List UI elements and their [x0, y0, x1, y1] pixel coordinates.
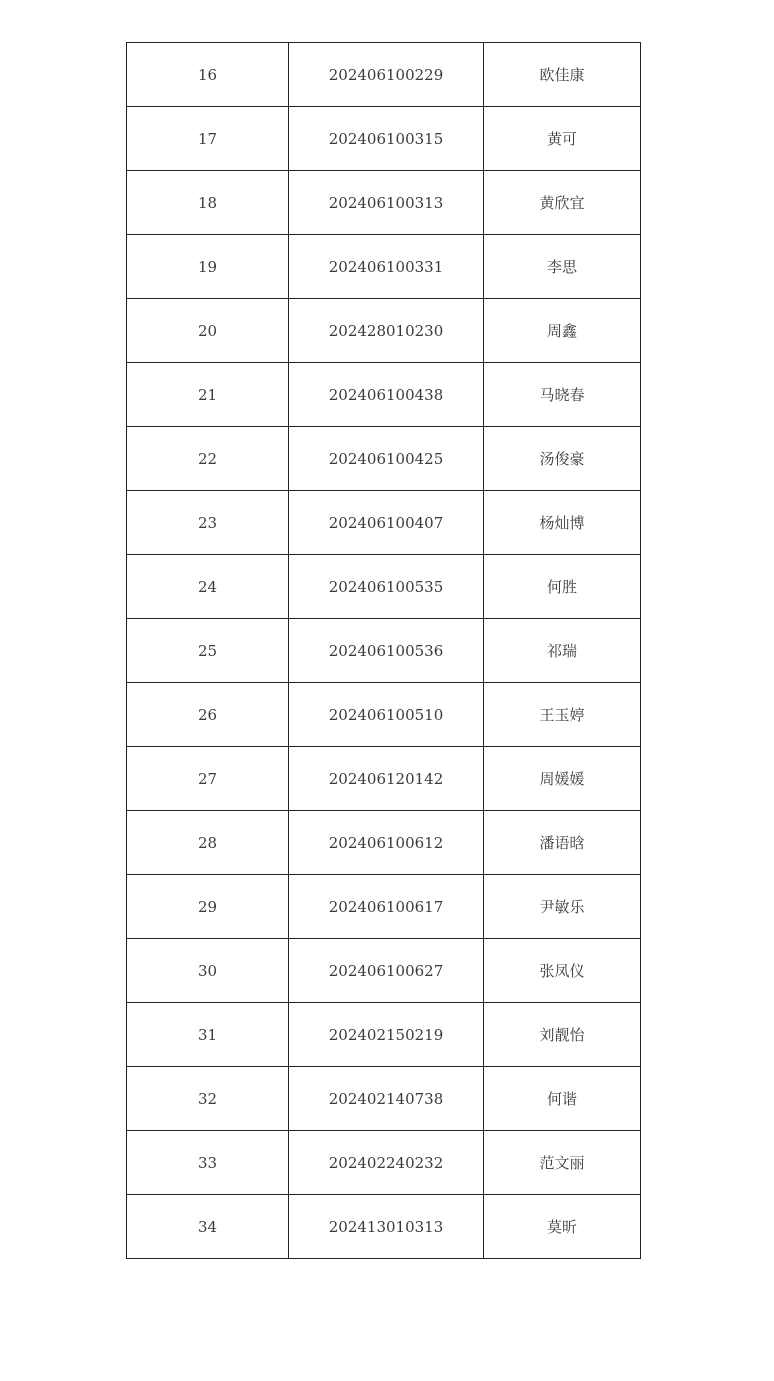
- student-name-cell: 周鑫: [484, 299, 641, 363]
- row-number-cell: 24: [127, 555, 289, 619]
- table-row: [127, 811, 641, 875]
- student-name-cell: 张凤仪: [484, 939, 641, 1003]
- table-row: [127, 1195, 641, 1259]
- table-row: [127, 747, 641, 811]
- table-row: [127, 299, 641, 363]
- row-number-cell: 17: [127, 107, 289, 171]
- row-number-cell: 18: [127, 171, 289, 235]
- student-id-cell: 202406100612: [289, 811, 484, 875]
- student-name-cell: 潘语晗: [484, 811, 641, 875]
- student-id-cell: 202406120142: [289, 747, 484, 811]
- row-number-cell: 19: [127, 235, 289, 299]
- student-name-cell: 杨灿博: [484, 491, 641, 555]
- student-id-cell: 202402140738: [289, 1067, 484, 1131]
- row-number-cell: 28: [127, 811, 289, 875]
- table-row: [127, 235, 641, 299]
- row-number-cell: 25: [127, 619, 289, 683]
- student-name-cell: 莫昕: [484, 1195, 641, 1259]
- row-number-cell: 30: [127, 939, 289, 1003]
- table-row: [127, 171, 641, 235]
- student-name-cell: 尹敏乐: [484, 875, 641, 939]
- student-id-cell: 202402240232: [289, 1131, 484, 1195]
- row-number-cell: 29: [127, 875, 289, 939]
- student-id-cell: 202406100536: [289, 619, 484, 683]
- table-row: [127, 1003, 641, 1067]
- student-name-cell: 黄欣宜: [484, 171, 641, 235]
- student-id-cell: 202406100407: [289, 491, 484, 555]
- student-id-cell: 202406100438: [289, 363, 484, 427]
- student-id-cell: 202406100535: [289, 555, 484, 619]
- student-name-cell: 王玉婷: [484, 683, 641, 747]
- roster-table-body: [127, 43, 641, 1259]
- student-id-cell: 202406100510: [289, 683, 484, 747]
- table-row: [127, 491, 641, 555]
- student-id-cell: 202406100331: [289, 235, 484, 299]
- table-row: [127, 1131, 641, 1195]
- row-number-cell: 23: [127, 491, 289, 555]
- row-number-cell: 16: [127, 43, 289, 107]
- student-id-cell: 202402150219: [289, 1003, 484, 1067]
- row-number-cell: 26: [127, 683, 289, 747]
- table-row: [127, 43, 641, 107]
- row-number-cell: 20: [127, 299, 289, 363]
- table-row: [127, 555, 641, 619]
- student-name-cell: 何谐: [484, 1067, 641, 1131]
- student-id-cell: 202406100313: [289, 171, 484, 235]
- student-name-cell: 李思: [484, 235, 641, 299]
- table-row: [127, 875, 641, 939]
- student-id-cell: 202406100315: [289, 107, 484, 171]
- student-roster-table: [126, 42, 641, 1259]
- student-name-cell: 马晓春: [484, 363, 641, 427]
- student-id-cell: 202406100425: [289, 427, 484, 491]
- row-number-cell: 21: [127, 363, 289, 427]
- row-number-cell: 34: [127, 1195, 289, 1259]
- student-name-cell: 周媛媛: [484, 747, 641, 811]
- row-number-cell: 22: [127, 427, 289, 491]
- row-number-cell: 33: [127, 1131, 289, 1195]
- student-id-cell: 202428010230: [289, 299, 484, 363]
- student-name-cell: 汤俊豪: [484, 427, 641, 491]
- student-id-cell: 202406100617: [289, 875, 484, 939]
- table-row: [127, 619, 641, 683]
- table-row: [127, 107, 641, 171]
- student-name-cell: 刘靓怡: [484, 1003, 641, 1067]
- student-name-cell: 欧佳康: [484, 43, 641, 107]
- student-id-cell: 202413010313: [289, 1195, 484, 1259]
- row-number-cell: 27: [127, 747, 289, 811]
- table-row: [127, 1067, 641, 1131]
- student-name-cell: 祁瑞: [484, 619, 641, 683]
- student-id-cell: 202406100229: [289, 43, 484, 107]
- table-row: [127, 427, 641, 491]
- student-name-cell: 范文丽: [484, 1131, 641, 1195]
- table-row: [127, 683, 641, 747]
- table-row: [127, 363, 641, 427]
- student-id-cell: 202406100627: [289, 939, 484, 1003]
- student-name-cell: 黄可: [484, 107, 641, 171]
- student-name-cell: 何胜: [484, 555, 641, 619]
- table-row: [127, 939, 641, 1003]
- row-number-cell: 32: [127, 1067, 289, 1131]
- row-number-cell: 31: [127, 1003, 289, 1067]
